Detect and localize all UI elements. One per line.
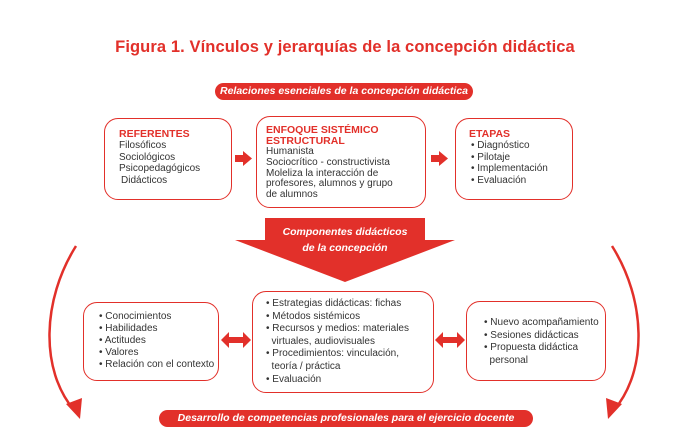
etapas-heading: ETAPAS [469,128,511,140]
right-box-item: personal [484,354,528,366]
curved-arrow-right [606,246,639,419]
referentes-item: Didácticos [121,174,168,186]
referentes-item: Psicopedagógicos [119,163,201,175]
top-banner: Relaciones esenciales de la concepción didáctica [215,83,473,100]
center-box-item: • Procedimientos: vinculación, [266,348,400,360]
center-components-box [252,291,434,393]
enfoque-item: profesores, alumnos y grupo [266,178,393,190]
componentes-label-line2: de la concepción [302,242,388,254]
referentes-heading: REFERENTES [119,128,190,140]
center-box-item: virtuales, audiovisuales [266,335,375,347]
etapas-item: • Diagnóstico [471,140,530,151]
enfoque-item: Humanista [266,146,314,157]
right-components-box [466,301,606,381]
center-box-item: • Estrategias didácticas: fichas [266,298,402,309]
right-box-item: • Nuevo acompañamiento [484,317,599,328]
double-arrow-right [435,332,465,348]
referentes-item: Sociológicos [119,151,176,163]
center-box-item: teoría / práctica [266,360,341,372]
enfoque-box [256,116,426,208]
left-components-box [83,302,219,381]
curved-arrow-left [49,246,82,419]
left-box-item: • Actitudes [99,335,146,346]
center-box-item: • Evaluación [266,373,322,385]
figure-title: Figura 1. Vínculos y jerarquías de la concepción didáctica [115,38,575,56]
componentes-label-line1: Componentes didácticos [282,226,408,238]
etapas-box [455,118,573,200]
referentes-item: Filosóficos [119,140,167,151]
left-box-item: • Relación con el contexto [99,359,215,370]
arrow-enfoque-to-etapas [431,151,448,166]
bottom-banner: Desarrollo de competencias profesionales para el ejercicio docente [159,410,533,427]
etapas-item: • Evaluación [471,174,527,186]
referentes-box [104,118,232,200]
enfoque-heading-line: ENFOQUE SISTÉMICO [266,124,379,136]
enfoque-item: Sociocrítico - constructivista [266,156,390,168]
left-box-item: • Habilidades [99,323,158,334]
left-box-item: • Valores [99,347,139,358]
arrow-referentes-to-enfoque [235,151,252,166]
double-arrow-left [221,332,251,348]
enfoque-item: Moleliza la interacción de [266,167,379,179]
etapas-item: • Pilotaje [471,151,511,163]
center-box-item: • Recursos y medios: materiales [266,323,409,335]
left-box-item: • Conocimientos [99,311,172,322]
right-box-item: • Sesiones didácticas [484,329,579,341]
right-box-item: • Propuesta didáctica [484,342,579,354]
enfoque-item: de alumnos [266,189,318,201]
etapas-item: • Implementación [471,163,548,175]
center-box-item: • Métodos sistémicos [266,310,361,322]
enfoque-heading-line: ESTRUCTURAL [266,135,345,147]
